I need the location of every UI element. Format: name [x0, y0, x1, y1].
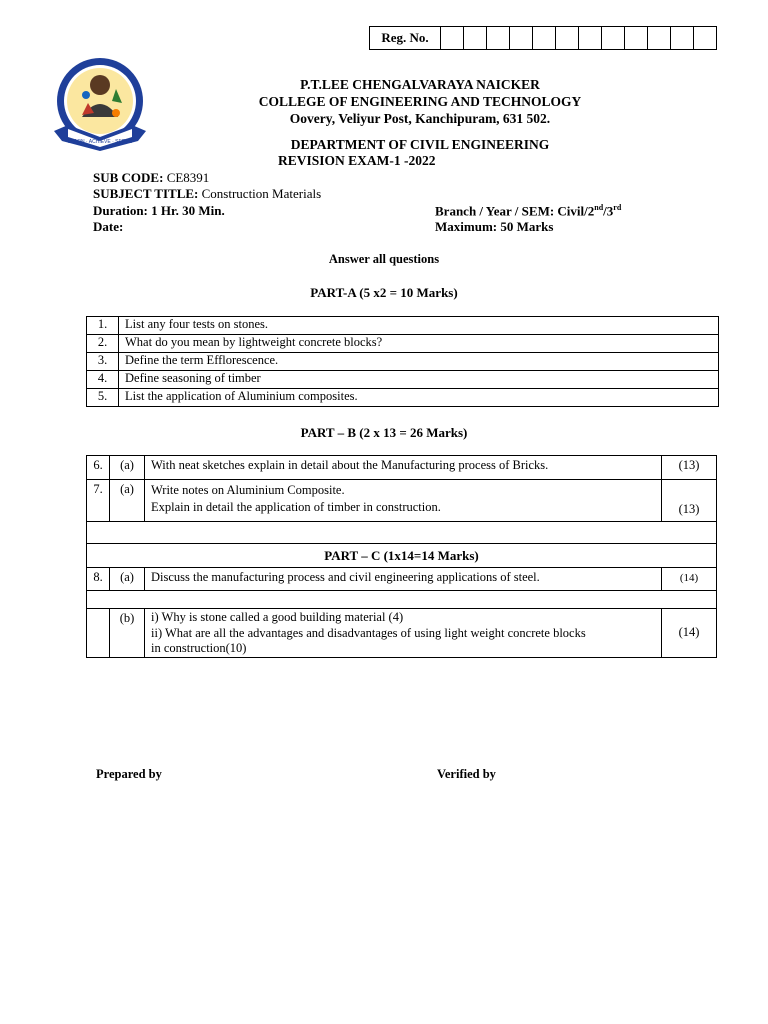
branch-sup-nd: nd [594, 203, 604, 212]
question-marks: (13) [662, 456, 717, 480]
reg-no-cell [648, 27, 671, 50]
question-text: List the application of Aluminium composites. [119, 389, 719, 407]
table-row [87, 544, 717, 568]
question-number: 4. [87, 371, 119, 389]
question-sub: (b) [110, 609, 145, 658]
duration: Duration: 1 Hr. 30 Min. [93, 203, 225, 218]
reg-no-cell [464, 27, 487, 50]
subject-title-value: Construction Materials [201, 186, 322, 201]
branch-label: Branch / Year / SEM: Civil/2 [435, 203, 595, 219]
verified-by: Verified by [437, 767, 496, 781]
table-row-blank [87, 591, 717, 609]
question-text: Discuss the manufacturing process and civil engineering applications of steel. [145, 568, 662, 591]
branch-sup-rd: rd [613, 203, 622, 212]
reg-no-cell [625, 27, 648, 50]
part-c-title: PART – C (1x14=14 Marks) [87, 544, 717, 568]
college-name-line1: P.T.LEE CHENGALVARAYA NAICKER [300, 77, 540, 92]
table-row [87, 456, 717, 480]
maximum-marks: Maximum: 50 Marks [435, 219, 554, 234]
college-address: Oovery, Veliyur Post, Kanchipuram, 631 502. [289, 111, 551, 126]
reg-no-cell [510, 27, 533, 50]
question-number: 6. [87, 456, 110, 480]
question-marks: (14) [662, 609, 717, 658]
reg-no-cell [579, 27, 602, 50]
reg-no-label: Reg. No. [370, 27, 441, 50]
question-number: 2. [87, 335, 119, 353]
branch-mid: /3 [603, 203, 614, 219]
question-number: 1. [87, 317, 119, 335]
sub-code-value: CE8391 [166, 170, 210, 185]
subject-title-label: SUBJECT TITLE: [93, 186, 199, 201]
reg-no-cell [441, 27, 464, 50]
question-text-line: in construction(10) [151, 641, 247, 655]
college-name-line2: COLLEGE OF ENGINEERING AND TECHNOLOGY [258, 94, 582, 109]
question-sub: (a) [110, 568, 145, 591]
table-row [87, 317, 719, 335]
question-number: 3. [87, 353, 119, 371]
department-title: DEPARTMENT OF CIVIL ENGINEERING [290, 137, 550, 152]
table-row [87, 335, 719, 353]
table-row [87, 353, 719, 371]
exam-title: REVISION EXAM-1 -2022 [278, 153, 436, 168]
question-text: Define the term Efflorescence. [119, 353, 719, 371]
table-row [87, 568, 717, 591]
subject-title [93, 186, 321, 202]
table-row [87, 389, 719, 407]
question-number-empty [87, 609, 110, 658]
question-marks: (14) [662, 568, 717, 591]
table-row [87, 371, 719, 389]
question-text: With neat sketches explain in detail about the Manufacturing process of Bricks. [145, 456, 662, 480]
question-text: Define seasoning of timber [119, 371, 719, 389]
prepared-by: Prepared by [96, 767, 162, 781]
question-number: 8. [87, 568, 110, 591]
part-b-c-table [86, 455, 717, 658]
table-row [87, 609, 717, 658]
reg-no-cell [487, 27, 510, 50]
question-text [145, 609, 662, 658]
reg-no-cell [533, 27, 556, 50]
sub-code-label: SUB CODE: [93, 170, 164, 185]
college-logo-icon [50, 55, 156, 155]
reg-no-cell [556, 27, 579, 50]
sub-code [93, 170, 209, 186]
question-text-line: ii) What are all the advantages and disadvantages of using light weight concrete blocks [151, 625, 586, 640]
instructions: Answer all questions [328, 252, 440, 266]
reg-no-cell [671, 27, 694, 50]
question-number: 7. [87, 480, 110, 522]
branch-year-sem [435, 203, 621, 219]
question-text: List any four tests on stones. [119, 317, 719, 335]
table-row-blank [87, 522, 717, 544]
blank-cell [87, 522, 717, 544]
question-text [145, 480, 662, 522]
question-sub: (a) [110, 480, 145, 522]
part-a-table [86, 316, 719, 407]
question-text-line: i) Why is stone called a good building material (4) [151, 610, 404, 624]
question-marks: (13) [662, 480, 717, 522]
question-text: What do you mean by lightweight concrete blocks? [119, 335, 719, 353]
part-b-title: PART – B (2 x 13 = 26 Marks) [300, 425, 468, 440]
question-text-line: Explain in detail the application of timber in construction. [151, 500, 441, 514]
reg-no-box [369, 26, 717, 50]
reg-no-cell [602, 27, 625, 50]
date-label: Date: [93, 219, 124, 234]
question-number: 5. [87, 389, 119, 407]
part-a-title: PART-A (5 x2 = 10 Marks) [310, 285, 458, 300]
svg-text:LEARN · ACHIEVE · SERVE: LEARN · ACHIEVE · SERVE [67, 139, 133, 145]
question-sub: (a) [110, 456, 145, 480]
question-text-line: Write notes on Aluminium Composite. [151, 483, 345, 497]
blank-cell [87, 591, 717, 609]
reg-no-cell [694, 27, 717, 50]
table-row [87, 480, 717, 522]
